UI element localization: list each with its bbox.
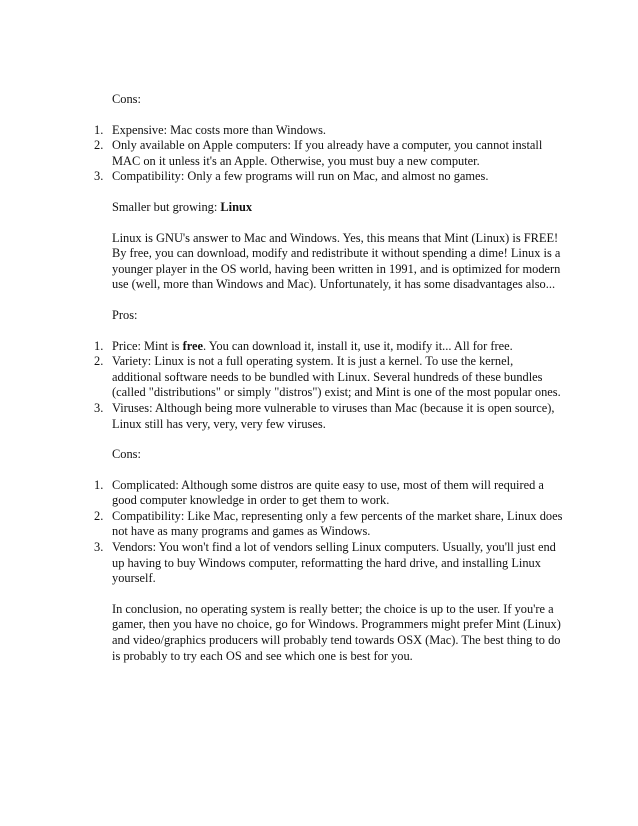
list-number: 3.: [94, 169, 104, 184]
list-number: 1.: [94, 122, 104, 137]
linux-heading-prefix: Smaller but growing:: [112, 199, 221, 214]
list-number: 1.: [94, 477, 104, 492]
list-item-text: Compatibility: Like Mac, representing only a few percents of the market share, Linux does not have as many programs and games as Windows.: [112, 508, 563, 539]
free-bold: free: [182, 338, 203, 353]
conclusion-paragraph: In conclusion, no operating system is really better; the choice is up to the user. If you're a gamer, then you have no choice, go for Windows. Programmers might prefer Mint (Linux) and video/graphics producers will probably tend towards OSX (Mac). The best thing to do is probably to try each OS and see which one is best for you.: [112, 601, 561, 663]
list-number: 2.: [94, 508, 104, 523]
list-item-text: Compatibility: Only a few programs will run on Mac, and almost no games.: [112, 169, 489, 184]
linux-intro-paragraph: Linux is GNU's answer to Mac and Windows. Yes, this means that Mint (Linux) is FREE! By free, you can download, modify and redistribute it without spending a dime! Linux is a younger player in the OS world, having been written in 1991, and is optimized for modern use (well, more than Windows and Mac). Unfortunately, it has some disadvantages also...: [112, 230, 561, 292]
list-item-text: Expensive: Mac costs more than Windows.: [112, 122, 327, 137]
list-item-text: Only available on Apple computers: If you already have a computer, you cannot install MAC on it unless it's an Apple. Otherwise, you must buy a new computer.: [112, 138, 543, 168]
list-item: [94, 401, 564, 432]
list-item: [94, 540, 564, 587]
mac-cons-list: [94, 123, 564, 185]
cons-heading: Cons:: [112, 447, 141, 462]
list-number: 2.: [94, 354, 104, 369]
linux-pros-list: [94, 339, 564, 433]
linux-section-heading: [94, 200, 564, 216]
cons-heading: Cons:: [112, 92, 141, 106]
list-item-text: Complicated: Although some distros are quite easy to use, most of them will required a good computer knowledge in order to get them to work.: [112, 477, 544, 508]
list-item-text: Viruses: Although being more vulnerable to viruses than Mac (because it is open source), Linux still has very, very, very few viruses.: [112, 400, 555, 431]
list-item-text: Vendors: You won't find a lot of vendors selling Linux computers. Usually, you'll just end up having to buy Windows computer, reformatting the hard drive, and installing Linux yourself.: [112, 540, 556, 586]
document-body: [94, 92, 564, 664]
list-number: 3.: [94, 540, 104, 555]
linux-cons-list: [94, 478, 564, 587]
price-text-post: . You can download it, install it, use it, modify it... All for free.: [202, 338, 513, 353]
list-item-text: [112, 339, 513, 353]
linux-heading-bold: Linux: [220, 199, 253, 214]
list-item: [94, 354, 564, 401]
list-item: [94, 339, 564, 355]
list-number: 3.: [94, 400, 104, 415]
list-item-text: Variety: Linux is not a full operating system. It is just a kernel. To use the kernel, additional software needs to be bundled with Linux. Several hundreds of these bundles (called "distributions" or simply "distros") exist; and Mint is one of the most popular ones.: [112, 354, 561, 400]
list-number: 2.: [94, 138, 104, 153]
pros-heading: Pros:: [112, 307, 138, 322]
list-item: [94, 138, 564, 169]
list-item: [94, 123, 564, 139]
list-item: [94, 478, 564, 509]
list-number: 1.: [94, 338, 104, 353]
list-item: [94, 169, 564, 185]
price-text-pre: Price: Mint is: [112, 338, 183, 353]
list-item: [94, 509, 564, 540]
